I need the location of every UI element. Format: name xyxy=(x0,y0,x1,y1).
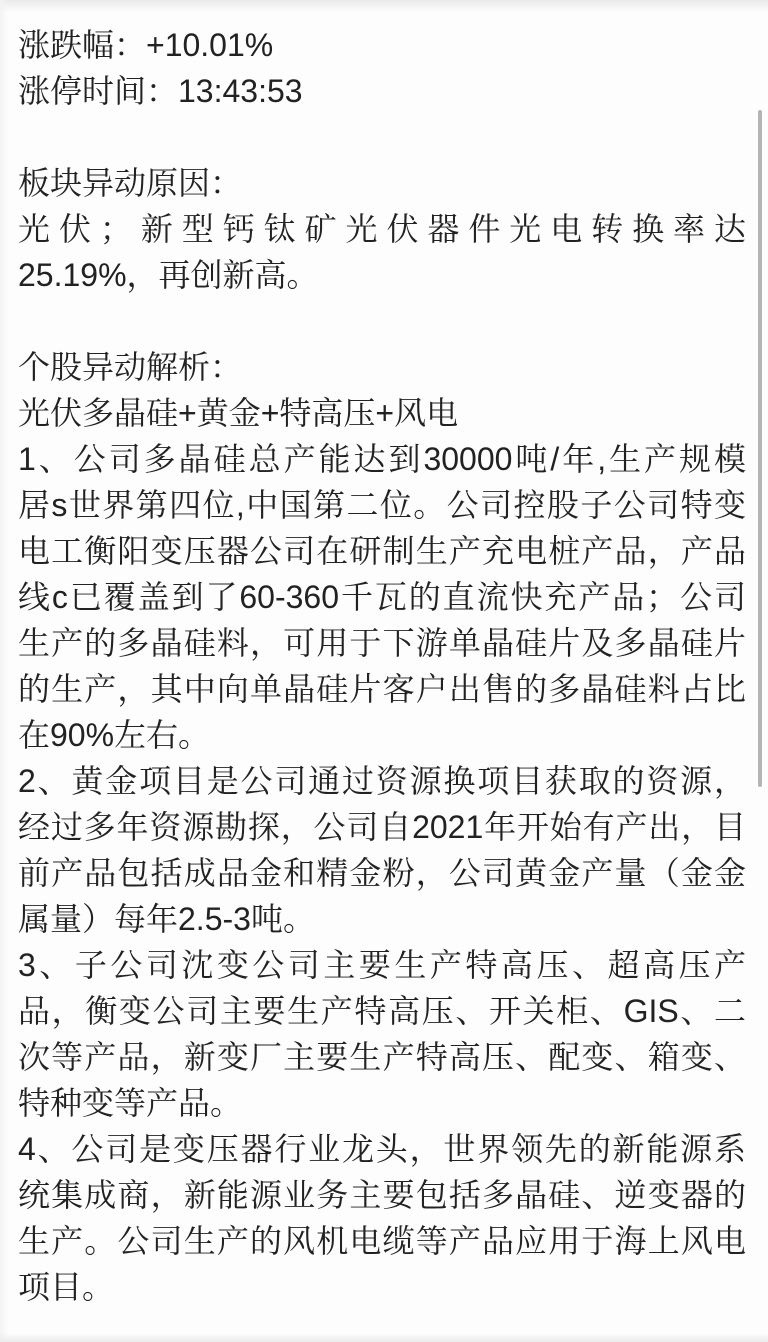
analysis-line: 特种变等产品。 xyxy=(18,1085,243,1121)
analysis-line: 项目。 xyxy=(18,1269,115,1305)
board-move-line: 25.19%，再创新高。 xyxy=(18,257,319,293)
analysis-line: 线c已覆盖到了60-360千瓦的直流快充产品；公司 xyxy=(18,579,746,615)
top-edge-shadow xyxy=(0,0,768,12)
board-move-line: 光伏；新型钙钛矿光伏器件光电转换率达 xyxy=(18,211,746,247)
board-move-title: 板块异动原因： xyxy=(18,165,243,201)
stock-theme-line: 光伏多晶硅+黄金+特高压+风电 xyxy=(18,395,459,431)
analysis-line: 品，衡变公司主要生产特高压、开关柜、GIS、二 xyxy=(18,993,746,1029)
analysis-line: 4、公司是变压器行业龙头，世界领先的新能源系 xyxy=(18,1131,746,1167)
blank-line xyxy=(18,298,746,344)
left-edge-shadow xyxy=(0,0,8,1342)
bottom-edge-shadow xyxy=(0,1333,768,1342)
analysis-line: 统集成商，新能源业务主要包括多晶硅、逆变器的 xyxy=(18,1177,746,1213)
analysis-line: 经过多年资源勘探，公司自2021年开始有产出，目 xyxy=(18,809,746,845)
analysis-line: 生产的多晶硅料，可用于下游单晶硅片及多晶硅片 xyxy=(18,625,746,661)
analysis-line: 3、子公司沈变公司主要生产特高压、超高压产 xyxy=(18,947,746,983)
stock-move-title: 个股异动解析： xyxy=(18,349,243,385)
blank-line xyxy=(18,114,746,160)
analysis-line: 2、黄金项目是公司通过资源换项目获取的资源， xyxy=(18,763,746,799)
limit-up-time-line: 涨停时间：13:43:53 xyxy=(18,73,303,109)
analysis-line: 的生产，其中向单晶硅片客户出售的多晶硅料占比 xyxy=(18,671,746,707)
analysis-line: 生产。公司生产的风机电缆等产品应用于海上风电 xyxy=(18,1223,746,1259)
analysis-line: 1、公司多晶硅总产能达到30000吨/年,生产规模 xyxy=(18,441,746,477)
analysis-line: 属量）每年2.5-3吨。 xyxy=(18,901,315,937)
analysis-line: 前产品包括成品金和精金粉，公司黄金产量（金金 xyxy=(18,855,746,891)
scrollbar-thumb[interactable] xyxy=(758,110,762,787)
analysis-line: 在90%左右。 xyxy=(18,717,211,753)
quote-change-line: 涨跌幅：+10.01% xyxy=(18,27,274,63)
article-text xyxy=(18,22,746,1310)
analysis-line: 次等产品，新变厂主要生产特高压、配变、箱变、 xyxy=(18,1039,746,1075)
analysis-line: 电工衡阳变压器公司在研制生产充电桩产品，产品 xyxy=(18,533,746,569)
analysis-line: 居s世界第四位,中国第二位。公司控股子公司特变 xyxy=(18,487,746,523)
